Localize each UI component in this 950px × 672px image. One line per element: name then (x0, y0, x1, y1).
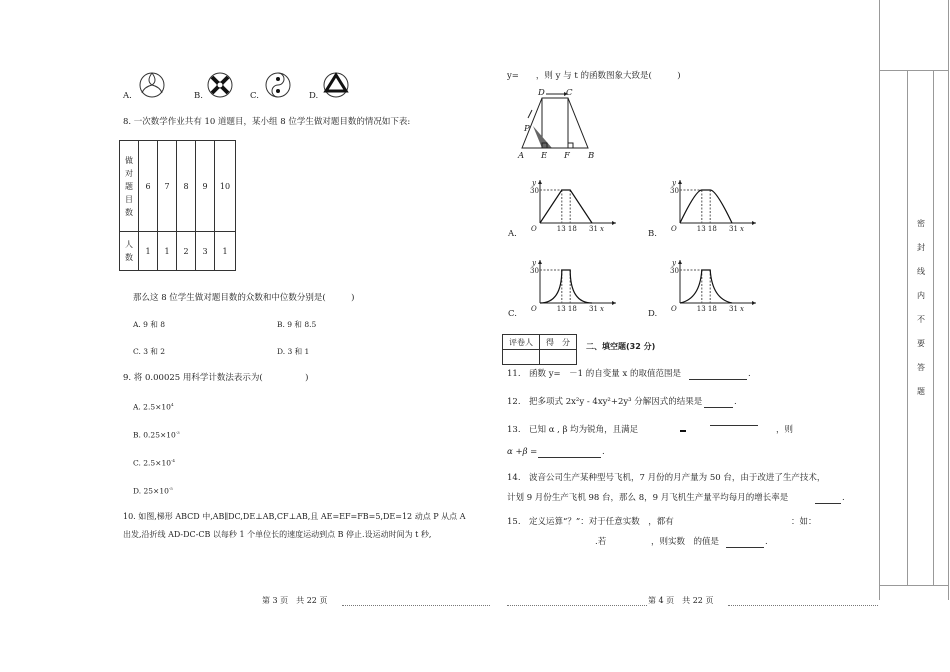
tick-label-x-end: 31 (589, 305, 598, 313)
q10-line2: 出发,沿折线 AD-DC-CB 以每秒 1 个单位长的速度运动到点 B 停止.设运动时间为 t 秒, (123, 530, 432, 539)
swirl-symbol-icon (138, 71, 166, 99)
answer-blank[interactable] (689, 379, 747, 380)
label-b: B (588, 151, 595, 161)
seal-char: 题 (917, 387, 925, 396)
equals-mark (680, 430, 686, 432)
binding-strip (879, 0, 950, 672)
label-p: P (524, 124, 530, 134)
seal-char: 线 (917, 267, 925, 276)
answer-blank[interactable] (815, 503, 841, 504)
function-graph (530, 258, 620, 313)
graph-option-label: A. (508, 229, 517, 239)
q8-stem: 8. 一次数学作业共有 10 道题目，某小组 8 位学生做对题目数的情况如下表: (123, 117, 411, 127)
score-label: 得 分 (540, 335, 577, 350)
q13-alpha-beta: α +β = (507, 447, 538, 457)
table-header-cell: 人数 (120, 232, 139, 271)
table-cell: 3 (196, 232, 215, 271)
function-graph (530, 178, 620, 233)
q9-stem: 9. 将 0.00025 用科学计数法表示为( ) (123, 373, 309, 383)
q15-example: ：如： (791, 517, 817, 527)
q8-option-d: D. 3 和 1 (277, 347, 310, 356)
grader-blank-cell (503, 350, 540, 365)
q12-end: . (734, 397, 737, 407)
q7-option-d: D. (309, 91, 319, 101)
q9-option-d: D. $25\times 10^{-5}$ (133, 486, 173, 496)
table-header-cell: 做对题目数 (120, 141, 139, 232)
axis-label-x: x (600, 225, 604, 233)
score-blank-cell (540, 350, 577, 365)
tick-label-x-end: 31 (729, 225, 738, 233)
label-c: C (566, 88, 573, 98)
origin-label: O (531, 225, 537, 233)
q13-text: 13. 已知 α , β 均为锐角，且满足 (507, 425, 639, 435)
table-cell: 8 (177, 141, 196, 232)
tick-label-y: 30 (530, 267, 539, 275)
q7-option-c: C. (250, 91, 259, 101)
q13-end: . (602, 447, 605, 457)
axis-label-y: y (532, 259, 536, 267)
answer-blank[interactable] (726, 547, 764, 548)
q7-option-a: A. (123, 91, 132, 101)
table-cell: 9 (196, 141, 215, 232)
q15-end: . (765, 537, 768, 547)
table-cell: 2 (177, 232, 196, 271)
table-cell: 6 (139, 141, 158, 232)
q15-find: ，则实数 的值是 (651, 537, 720, 547)
answer-blank[interactable] (538, 457, 601, 458)
page-footer-left: 第 3 页 共 22 页 (262, 596, 328, 605)
tick-label-x-end: 31 (589, 225, 598, 233)
q13-then: ，则 (776, 425, 794, 435)
q8-option-a: A. 9 和 8 (133, 320, 165, 329)
page-footer-right: 第 4 页 共 22 页 (648, 596, 714, 605)
table-cell: 10 (215, 141, 236, 232)
axis-label-y: y (672, 259, 676, 267)
q14-line2: 计划 9 月份生产飞机 98 台，那么 8，9 月飞机生产量平均每月的增长率是 (507, 493, 789, 503)
tick-label-y: 30 (670, 187, 679, 195)
graph-option-label: C. (508, 309, 517, 319)
tick-label-x: 13 18 (556, 305, 577, 313)
tick-label-x: 13 18 (556, 225, 577, 233)
tick-label-x-end: 31 (729, 305, 738, 313)
axis-label-x: x (740, 225, 744, 233)
q8-question: 那么这 8 位学生做对题目数的众数和中位数分别是( ) (133, 293, 355, 303)
graph-option-label: B. (648, 229, 657, 239)
seal-char: 内 (917, 291, 925, 300)
grader-label: 评卷人 (503, 335, 540, 350)
table-cell: 7 (158, 141, 177, 232)
origin-label: O (671, 225, 677, 233)
formula-line (710, 425, 758, 426)
triangle-circle-symbol-icon (322, 71, 350, 99)
tick-label-y: 30 (530, 187, 539, 195)
seal-char: 答 (917, 363, 925, 372)
axis-label-x: x (740, 305, 744, 313)
q12-text: 12. 把多项式 2x²y - 4xy²+2y³ 分解因式的结果是 (507, 397, 703, 407)
axis-label-y: y (672, 179, 676, 187)
label-a: A (518, 151, 525, 161)
q15-line1: 15. 定义运算“？”：对于任意实数 ，都有 (507, 517, 674, 527)
seal-char: 要 (917, 339, 925, 348)
q8-option-c: C. 3 和 2 (133, 347, 166, 356)
origin-label: O (531, 305, 537, 313)
yin-yang-symbol-icon (264, 71, 292, 99)
label-e: E (541, 151, 548, 161)
label-d: D (538, 88, 545, 98)
q9-option-b: B. $0.25\times 10^{-3}$ (133, 430, 180, 440)
axis-label-y: y (532, 179, 536, 187)
q11-end: . (748, 369, 751, 379)
function-graph (670, 258, 760, 313)
q8-option-b: B. 9 和 8.5 (277, 320, 317, 329)
q14-end: . (842, 493, 845, 503)
axis-label-x: x (600, 305, 604, 313)
tick-label-x: 13 18 (696, 305, 717, 313)
tick-label-x: 13 18 (696, 225, 717, 233)
label-f: F (564, 151, 570, 161)
answer-blank[interactable] (704, 407, 733, 408)
footer-divider (507, 605, 647, 606)
q7-option-b: B. (194, 91, 203, 101)
table-cell: 1 (139, 232, 158, 271)
q9-option-a: A. $2.5\times 10^4$ (133, 402, 174, 412)
graph-option-label: D. (648, 309, 658, 319)
tick-label-y: 30 (670, 267, 679, 275)
q10-continued: y= ，则 y 与 t 的函数图象大致是( ) (507, 71, 681, 81)
q11-text: 11. 函数 y= －1 的自变量 x 的取值范围是 (507, 369, 681, 379)
function-graph (670, 178, 760, 233)
q10-line1: 10. 如图,梯形 ABCD 中,AB∥DC,DE⊥AB,CF⊥AB,且 AE=EF=FB=5,DE=12 动点 P 从点 A (123, 512, 466, 521)
table-cell: 1 (215, 232, 236, 271)
table-cell: 1 (158, 232, 177, 271)
seal-char: 不 (917, 315, 925, 324)
footer-divider (728, 605, 878, 606)
q15-if: .若 (595, 537, 607, 547)
section-title: 二、填空题(32 分) (586, 342, 656, 351)
q9-option-c: C. $2.5\times 10^{-4}$ (133, 458, 175, 468)
origin-label: O (671, 305, 677, 313)
seal-char: 封 (917, 243, 925, 252)
q14-line1: 14. 波音公司生产某种型号飞机，7 月份的月产量为 50 台，由于改进了生产技术， (507, 473, 826, 483)
grader-box (502, 334, 577, 365)
score-table (119, 140, 236, 271)
seal-char: 密 (917, 219, 925, 228)
cross-circle-symbol-icon (206, 71, 234, 99)
footer-divider (342, 605, 490, 606)
